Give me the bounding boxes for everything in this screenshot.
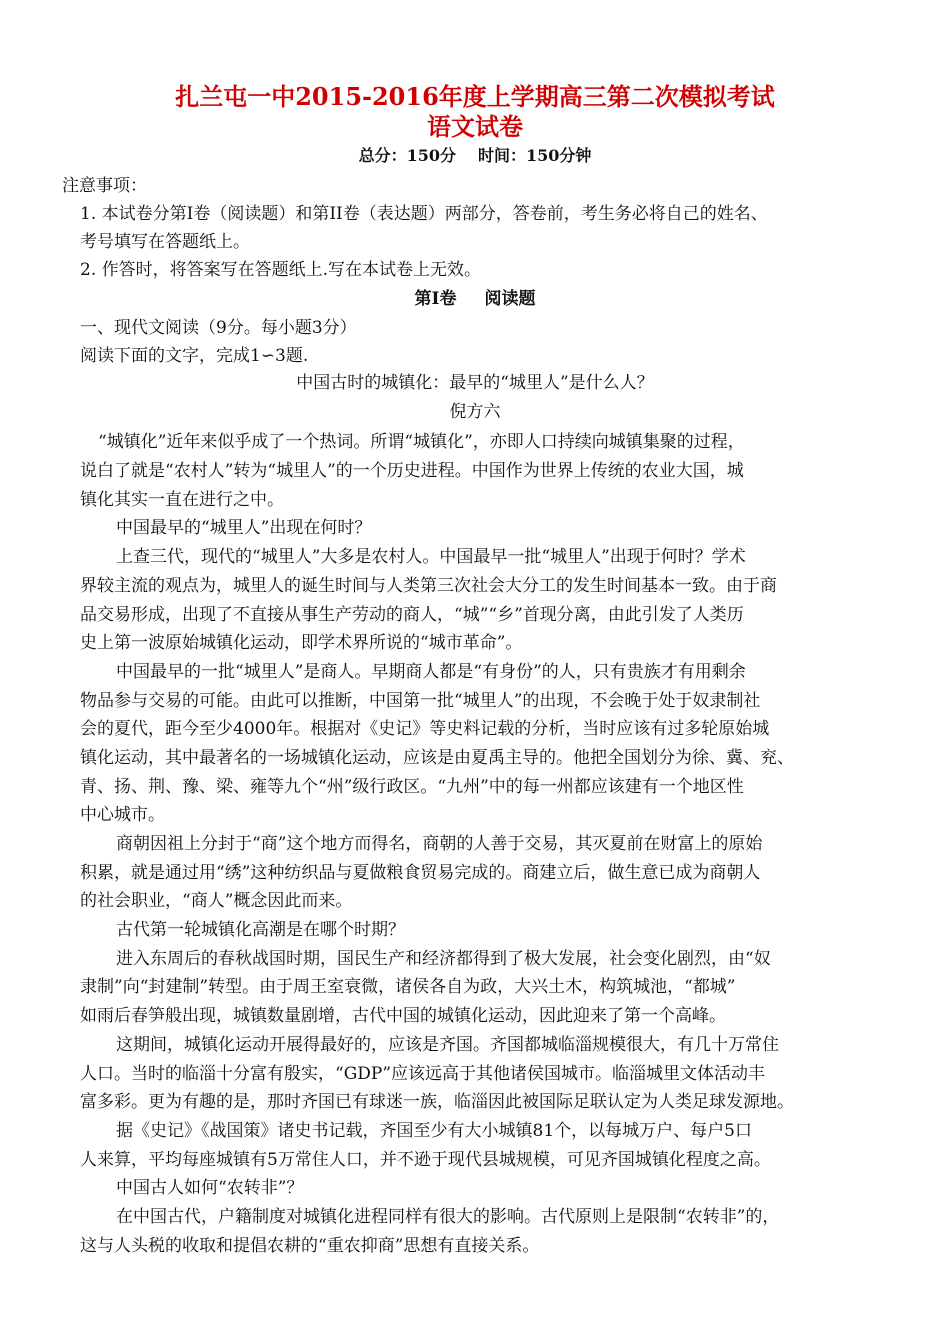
article-line: 的社会职业，“商人”概念因此而来。 [80,891,353,911]
article-line: 镇化运动，其中最著名的一场城镇化运动，应该是由夏禹主导的。他把全国划分为徐、冀、兖、 [80,748,794,768]
article-line: 说白了就是“农村人”转为“城里人”的一个历史进程。中国作为世界上传统的农业大国，城 [80,461,744,481]
article-line: “城镇化”近年来似乎成了一个热词。所谓“城镇化”，亦即人口持续向城镇集聚的过程， [98,432,745,452]
exam-subject: 语文试卷 [427,112,523,141]
article-line: 积累，就是通过用“绣”这种纺织品与夏做粮食贸易完成的。商建立后，做生意已成为商朝人 [80,863,761,883]
volume-heading [0,288,950,310]
article-line: 物品参与交易的可能。由此可以推断，中国第一批“城里人”的出现，不会晚于处于奴隶制社 [80,691,761,711]
article-line: 这与人头税的收取和提倡农耕的“重农抑商”思想有直接关系。 [80,1236,540,1256]
article-line: 镇化其实一直在进行之中。 [80,490,284,510]
article-line: 界较主流的观点为，城里人的诞生时间与人类第三次社会大分工的发生时间基本一致。由于商 [80,576,777,596]
notice-heading: 注意事项： [62,176,147,196]
article-subheading: 中国最早的“城里人”出现在何时？ [116,518,372,538]
article-author: 倪方六 [449,402,501,422]
section-heading: 一、现代文阅读（9分。每小题3分） [80,318,357,338]
volume-label: 第I卷 [414,289,457,309]
article-line: 隶制”向“封建制”转型。由于周王室衰微，诸侯各自为政，大兴土木，构筑城池，“都城” [80,977,736,997]
article-line: 中心城市。 [80,805,165,825]
article-line: 人口。当时的临淄十分富有殷实，“GDP”应该远高于其他诸侯国城市。临淄城里文体活动丰 [80,1064,766,1084]
article-line: 如雨后春笋般出现，城镇数量剧增，古代中国的城镇化运动，因此迎来了第一个高峰。 [80,1006,726,1026]
notice-item-1-line-1: 1. 本试卷分第I卷（阅读题）和第II卷（表达题）两部分，答卷前，考生务必将自己的姓名、 [80,204,768,224]
volume-name: 阅读题 [484,289,536,309]
exam-title: 扎兰屯一中2015-2016年度上学期高三第二次模拟考试 [175,82,775,111]
article-subheading: 中国古人如何“农转非”？ [116,1178,304,1198]
article-line: 品交易形成，出现了不直接从事生产劳动的商人，“城”“乡”首现分离，由此引发了人类历 [80,605,744,625]
article-line: 进入东周后的春秋战国时期，国民生产和经济都得到了极大发展，社会变化剧烈，由“奴 [116,949,771,969]
article-subheading: 古代第一轮城镇化高潮是在哪个时期？ [116,920,405,940]
notice-item-1-line-2: 考号填写在答题纸上。 [80,232,250,252]
exam-time: 时间：150分钟 [478,146,592,165]
article-line: 中国最早的一批“城里人”是商人。早期商人都是“有身份”的人，只有贵族才有用剩余 [116,662,746,682]
article-line: 据《史记》《战国策》诸史书记载，齐国至少有大小城镇81个，以每城万户、每户5口 [116,1121,752,1141]
article-line: 青、扬、荆、豫、梁、雍等九个“州”级行政区。“九州”中的每一州都应该建有一个地区性 [80,777,744,797]
article-line: 史上第一波原始城镇化运动，即学术界所说的“城市革命”。 [80,633,523,653]
section-instruction: 阅读下面的文字，完成1∽3题. [80,346,309,366]
article-line: 人来算，平均每座城镇有5万常住人口，并不逊于现代县城规模，可见齐国城镇化程度之高。 [80,1150,771,1170]
total-score: 总分：150分 [358,146,456,165]
article-line: 商朝因祖上分封于“商”这个地方而得名，商朝的人善于交易，其灭夏前在财富上的原始 [116,834,763,854]
article-line: 在中国古代，户籍制度对城镇化进程同样有很大的影响。古代原则上是限制“农转非”的， [116,1207,780,1227]
article-line: 会的夏代，距今至少4000年。根据对《史记》等史料记载的分析，当时应该有过多轮原始城 [80,719,770,739]
article-line: 富多彩。更为有趣的是，那时齐国已有球迷一族，临淄因此被国际足联认定为人类足球发源地。 [80,1092,794,1112]
score-time-line [0,146,950,166]
article-line: 上查三代，现代的“城里人”大多是农村人。中国最早一批“城里人”出现于何时？学术 [116,547,746,567]
article-line: 这期间，城镇化运动开展得最好的，应该是齐国。齐国都城临淄规模很大，有几十万常住 [116,1035,779,1055]
notice-item-2: 2. 作答时，将答案写在答题纸上.写在本试卷上无效。 [80,260,482,280]
article-title: 中国古时的城镇化：最早的“城里人”是什么人？ [296,373,654,393]
